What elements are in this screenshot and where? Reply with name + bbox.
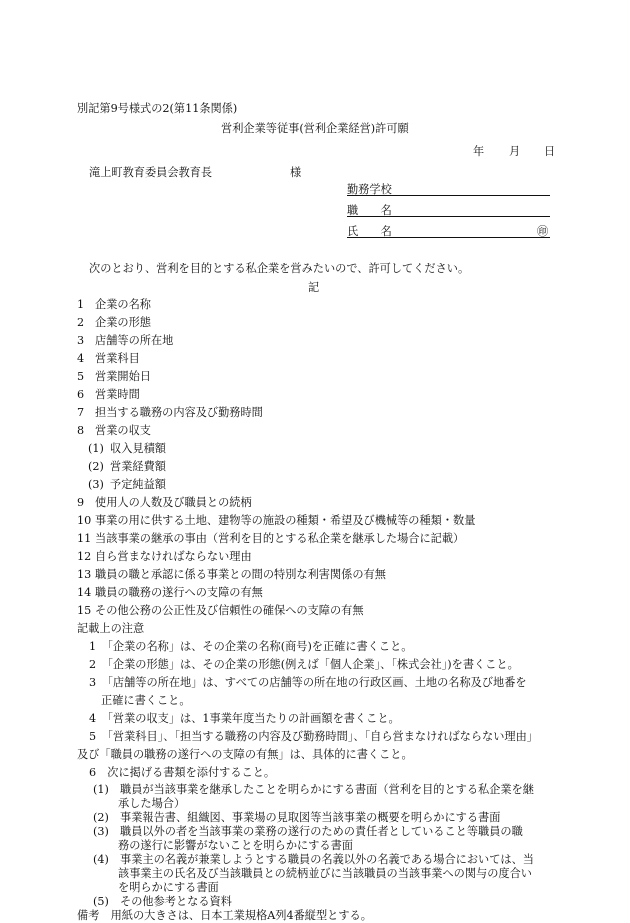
page-title: 営利企業等従事(営利企業経営)許可願: [221, 122, 409, 135]
date-year: 年: [473, 145, 485, 158]
list-item: 14 職員の職務の遂行への支障の有無: [77, 586, 263, 599]
list-item: 3 店舗等の所在地: [77, 334, 174, 347]
note-line: (2) 事業報告書、組織図、事業場の見取図等当該事業の概要を明らかにする書面: [93, 811, 501, 824]
note-line: 4 「営業の収支」は、1事業年度当たりの計画額を書くこと。: [89, 712, 400, 725]
list-item: 8 営業の収支: [77, 424, 151, 437]
note-line: 3 「店舗等の所在地」は、すべての店舗等の所在地の行政区画、土地の名称及び地番を: [89, 676, 527, 689]
list-item: 1 企業の名称: [77, 298, 151, 311]
position-label: 職 名: [347, 204, 392, 217]
intro-text: 次のとおり、営利を目的とする私企業を営みたいので、許可してください。: [89, 262, 470, 275]
note-line: 務の遂行に影響がないことを明らかにする書面: [118, 839, 353, 852]
date-day: 日: [544, 145, 556, 158]
school-label: 勤務学校: [347, 183, 392, 196]
list-item: 13 職員の職と承認に係る事業との間の特別な利害関係の有無: [77, 568, 386, 581]
notes-title: 記載上の注意: [77, 622, 145, 635]
honorific: 様: [290, 166, 302, 179]
note-line: 1 「企業の名称」は、その企業の名称(商号)を正確に書くこと。: [89, 640, 413, 653]
list-item: 15 その他公務の公正性及び信頼性の確保への支障の有無: [77, 604, 364, 617]
school-field: [347, 181, 550, 196]
list-item: 7 担当する職務の内容及び勤務時間: [77, 406, 263, 419]
sub-item: (2) 営業経費額: [88, 460, 166, 473]
note-line: 及び「職員の職務の遂行への支障の有無」は、具体的に書くこと。: [77, 748, 413, 761]
seal-mark: ㊞: [537, 225, 549, 238]
note-line: (4) 事業主の名義が兼業しようとする職員の名義以外の名義である場合においては、当: [93, 853, 534, 866]
note-line: を明らかにする書面: [118, 881, 219, 894]
note-line: 承した場合）: [118, 797, 186, 810]
addressee: 滝上町教育委員会教育長: [89, 166, 213, 179]
note-line: 6 次に掲げる書類を添付すること。: [89, 766, 276, 779]
form-label: 別記第9号様式の2(第11条関係): [77, 102, 238, 115]
ki-heading: 記: [308, 281, 320, 294]
list-item: 9 使用人の人数及び職員との続柄: [77, 496, 252, 509]
name-label: 氏 名: [347, 225, 392, 238]
sub-item: (3) 予定純益額: [88, 478, 166, 491]
list-item: 10 事業の用に供する土地、建物等の施設の種類・希望及び機械等の種類・数量: [77, 514, 476, 527]
note-line: 2 「企業の形態」は、その企業の形態(例えば「個人企業」、「株式会社」)を書くこと。: [89, 658, 519, 671]
list-item: 2 企業の形態: [77, 316, 151, 329]
list-item: 4 営業科目: [77, 352, 140, 365]
remarks-text: 備考 用紙の大きさは、日本工業規格A列4番縦型とする。: [77, 909, 372, 922]
list-item: 11 当該事業の継承の事由（営利を目的とする私企業を継承した場合に記載）: [77, 532, 465, 545]
note-line: (5) その他参考となる資料: [93, 895, 232, 908]
list-item: 12 自ら営まなければならない理由: [77, 550, 252, 563]
note-line: 5 「営業科目」、「担当する職務の内容及び勤務時間」、「自ら営まなければならない理由」: [89, 730, 538, 743]
date-month: 月: [509, 145, 521, 158]
note-line: 正確に書くこと。: [101, 694, 191, 707]
position-field: [347, 202, 550, 217]
note-line: 該事業主の氏名及び当該職員との続柄並びに当該職員の当該事業への関与の度合い: [118, 867, 532, 880]
name-field: [347, 223, 550, 238]
note-line: (1) 職員が当該事業を継承したことを明らかにする書面（営利を目的とする私企業を継: [93, 783, 534, 796]
sub-item: (1) 収入見積額: [88, 442, 166, 455]
note-line: (3) 職員以外の者を当該事業の業務の遂行のための責任者としていること等職員の職: [93, 825, 523, 838]
list-item: 5 営業開始日: [77, 370, 151, 383]
list-item: 6 営業時間: [77, 388, 140, 401]
